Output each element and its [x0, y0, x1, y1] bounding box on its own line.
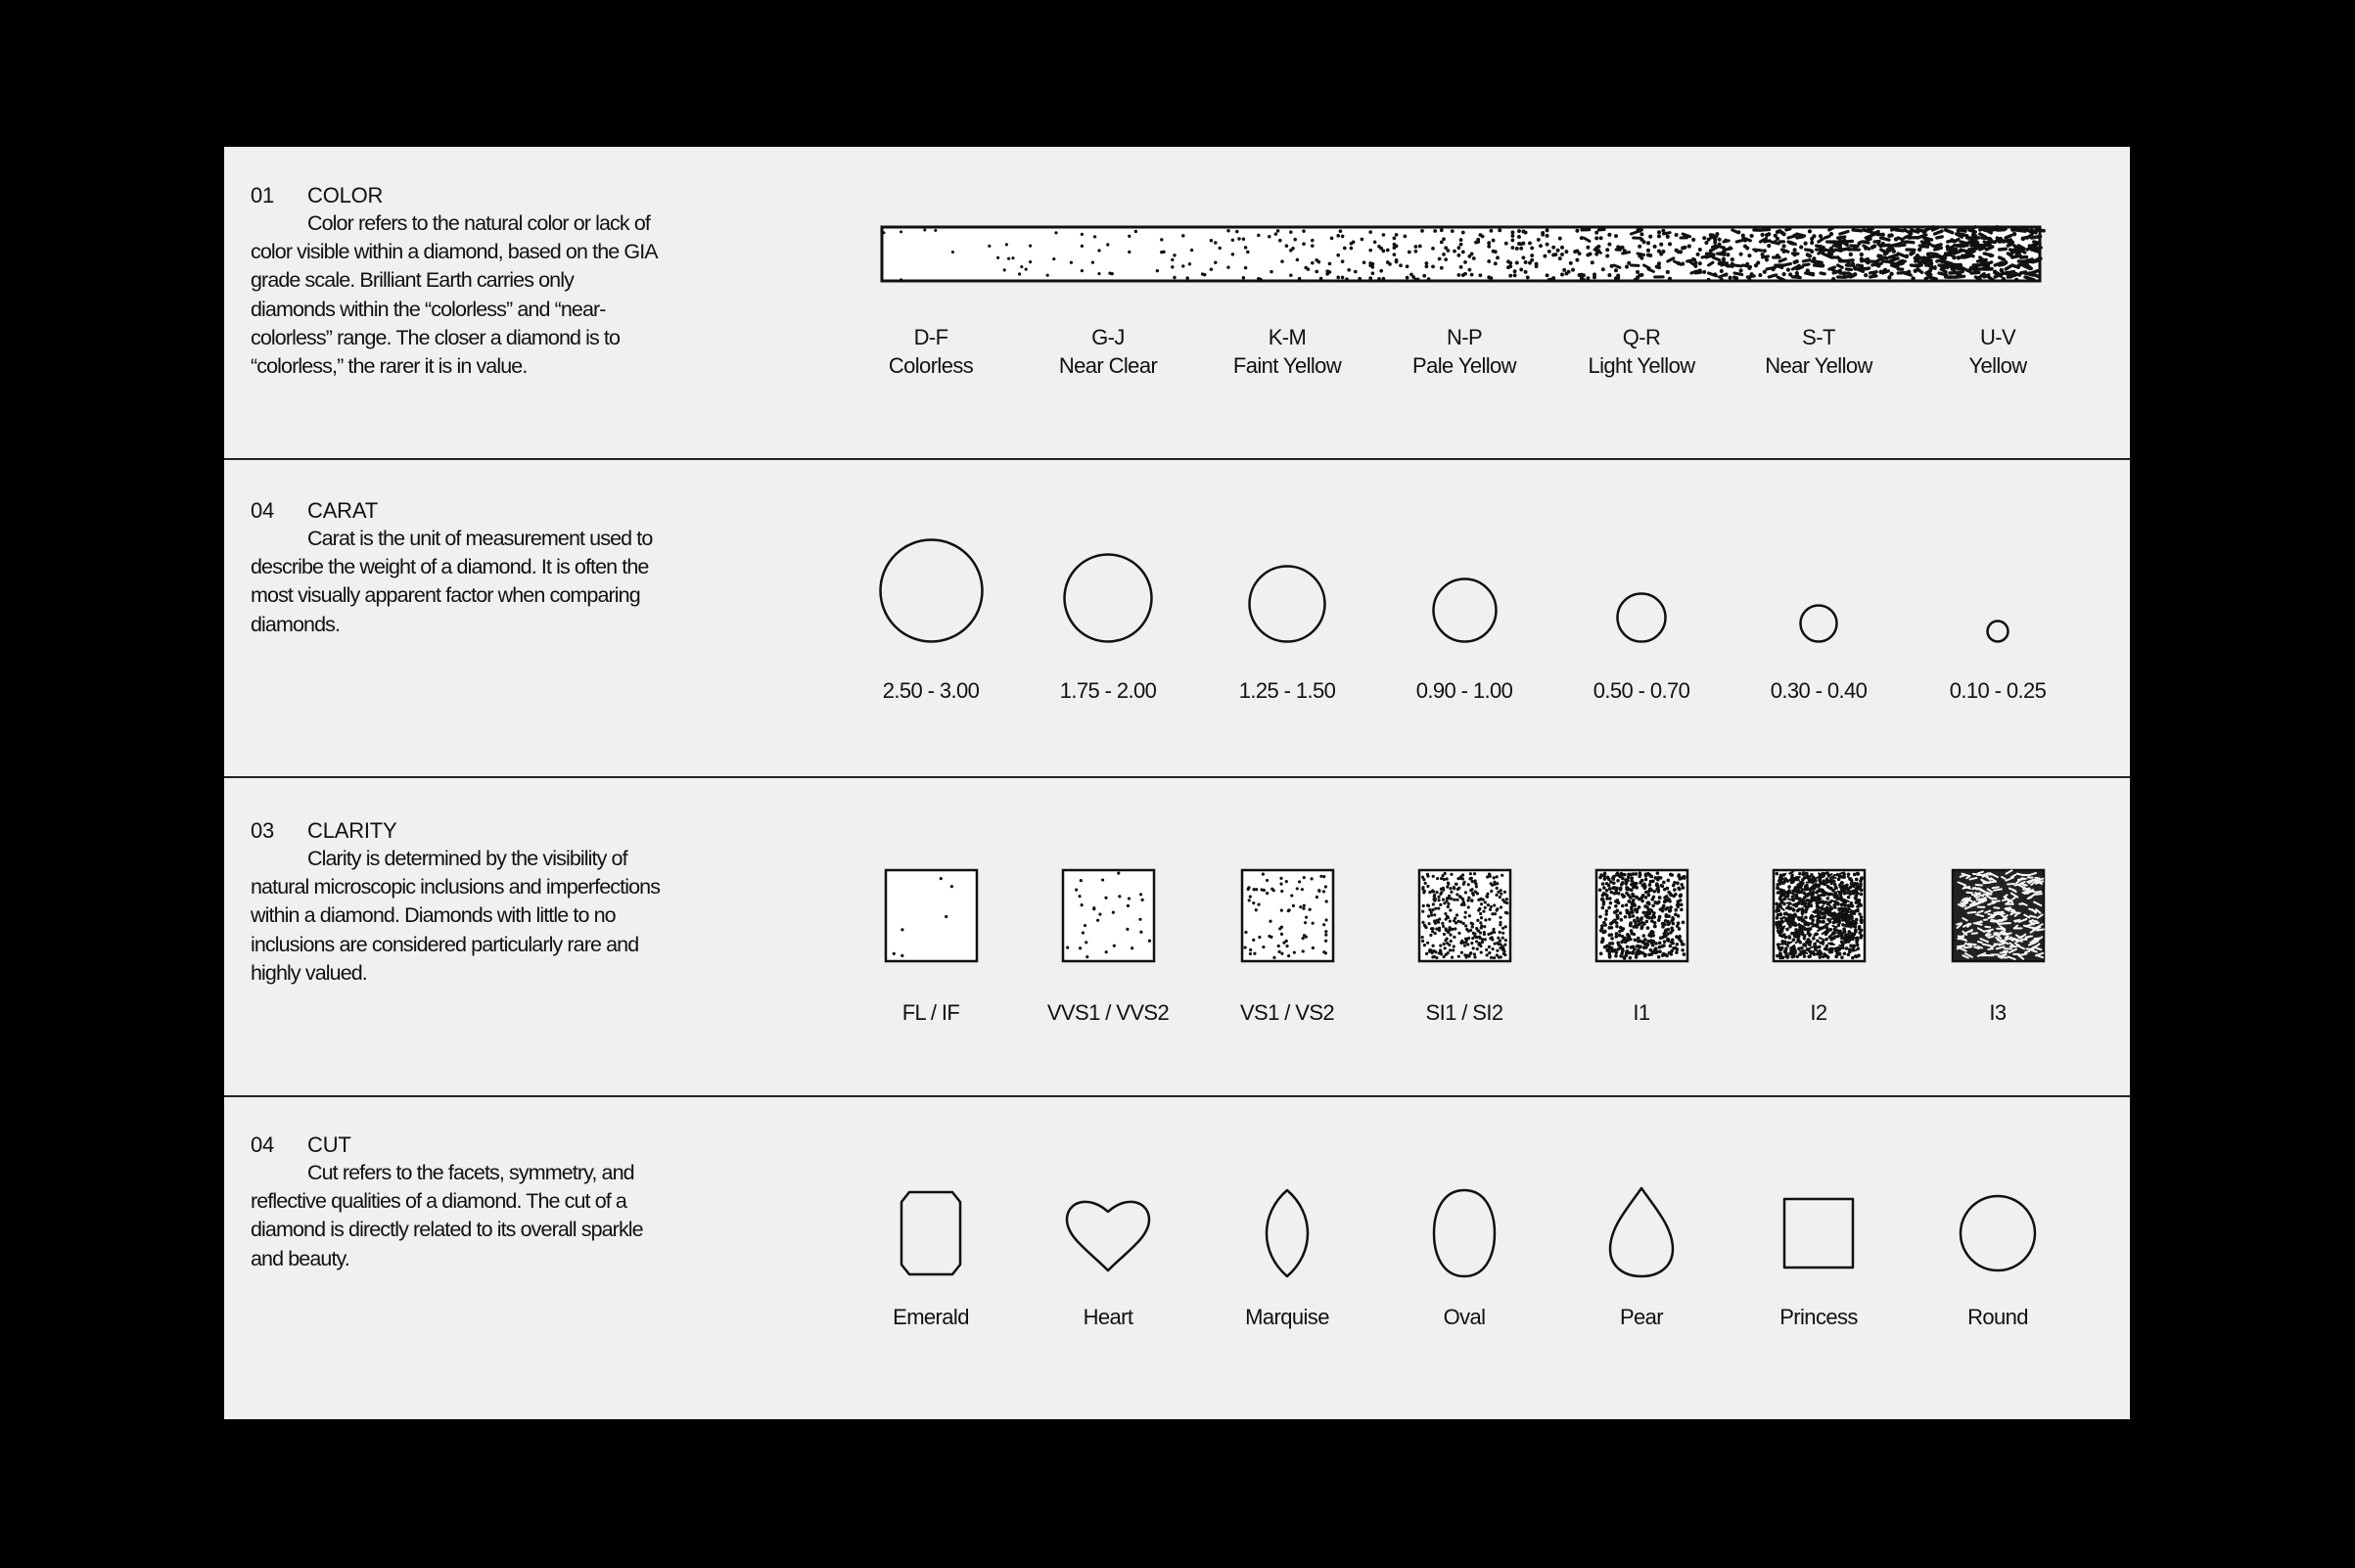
cut-shape-label: Oval	[1443, 1305, 1486, 1329]
carat-circle-icon	[1986, 620, 2009, 643]
princess-cut-icon	[1770, 1184, 1868, 1282]
clarity-inclusion-swatch	[885, 869, 978, 962]
color-grade-name: Pale Yellow	[1412, 353, 1516, 378]
color-grade-label: N-P	[1446, 325, 1483, 349]
clarity-description: Clarity is determined by the visibility of natural microscopic inclusions and imperfections within a diamond. Diamonds with little to no inclusions are considered particularly rare and highly valued.	[251, 847, 661, 985]
heart-cut-icon	[1059, 1184, 1157, 1282]
pear-cut-icon	[1593, 1184, 1690, 1282]
clarity-inclusion-swatch	[1773, 869, 1866, 962]
divider	[224, 458, 2130, 460]
carat-circle-icon	[1063, 553, 1153, 643]
clarity-grade-label: SI1 / SI2	[1425, 1000, 1503, 1025]
section-title: CARAT	[307, 498, 378, 523]
section-number: 01	[251, 183, 275, 208]
carat-circle-icon	[879, 538, 984, 643]
clarity-inclusion-swatch	[1595, 869, 1688, 962]
color-grade-name: Faint Yellow	[1232, 353, 1342, 378]
clarity-grade-label: VVS1 / VVS2	[1046, 1000, 1170, 1025]
cut-shape-label: Marquise	[1245, 1305, 1329, 1329]
clarity-inclusion-swatch	[1241, 869, 1334, 962]
color-grade-name: Yellow	[1968, 353, 2027, 378]
cut-shape-label: Princess	[1779, 1305, 1858, 1329]
clarity-grade-label: I1	[1633, 1000, 1650, 1025]
clarity-grade-label: VS1 / VS2	[1239, 1000, 1335, 1025]
color-grade-name: Light Yellow	[1588, 353, 1695, 378]
section-title: CLARITY	[307, 818, 397, 843]
clarity-inclusion-swatch	[1418, 869, 1511, 962]
cut-shape-label: Emerald	[893, 1305, 969, 1329]
carat-range-label: 0.30 - 0.40	[1770, 678, 1868, 703]
section-title: CUT	[307, 1132, 351, 1157]
color-grade-name: Near Yellow	[1765, 353, 1872, 378]
clarity-grade-label: I2	[1810, 1000, 1827, 1025]
color-grade-label: K-M	[1268, 325, 1307, 349]
marquise-cut-icon	[1238, 1184, 1336, 1282]
color-grade-label: G-J	[1091, 325, 1125, 349]
cut-shape-label: Round	[1967, 1305, 2028, 1329]
carat-range-label: 0.90 - 1.00	[1415, 678, 1513, 703]
section-number: 03	[251, 818, 275, 843]
color-grade-label: U-V	[1979, 325, 2016, 349]
divider	[224, 1095, 2130, 1097]
carat-range-label: 2.50 - 3.00	[882, 678, 980, 703]
cut-shape-label: Heart	[1083, 1305, 1133, 1329]
carat-range-label: 0.50 - 0.70	[1593, 678, 1690, 703]
color-grade-label: Q-R	[1622, 325, 1661, 349]
color-grade-name: Colorless	[888, 353, 974, 378]
carat-range-label: 1.75 - 2.00	[1059, 678, 1157, 703]
section-title: COLOR	[307, 183, 384, 208]
color-description: Color refers to the natural color or lack of color visible within a diamond, based on the GIA grade scale. Brilliant Earth carries only diamonds within the “colorless” and “near-colorless” range. The closer a diamond is to “colorless,” the rarer it is in value.	[251, 211, 657, 379]
clarity-inclusion-swatch	[1062, 869, 1155, 962]
carat-circle-icon	[1616, 592, 1667, 643]
clarity-grade-label: I3	[1989, 1000, 2007, 1025]
diamond-4cs-chart	[224, 147, 2130, 1419]
round-cut-icon	[1949, 1184, 2047, 1282]
color-grade-name: Near Clear	[1058, 353, 1158, 378]
color-grade-label: S-T	[1802, 325, 1835, 349]
clarity-inclusion-swatch	[1952, 869, 2045, 962]
carat-description: Carat is the unit of measurement used to describe the weight of a diamond. It is often the most visually apparent factor when comparing diamonds.	[251, 527, 653, 636]
carat-circle-icon	[1432, 577, 1498, 643]
carat-range-label: 0.10 - 0.25	[1949, 678, 2047, 703]
section-number: 04	[251, 1132, 275, 1157]
carat-range-label: 1.25 - 1.50	[1238, 678, 1336, 703]
color-gradient-bar	[882, 227, 2040, 281]
color-grade-label: D-F	[913, 325, 948, 349]
divider	[224, 776, 2130, 778]
section-number: 04	[251, 498, 275, 523]
carat-circle-icon	[1799, 604, 1838, 643]
cut-shape-label: Pear	[1619, 1305, 1664, 1329]
cut-description: Cut refers to the facets, symmetry, and reflective qualities of a diamond. The cut of a diamond is directly related to its overall sparkle and beauty.	[251, 1161, 643, 1270]
oval-cut-icon	[1415, 1184, 1513, 1282]
carat-circle-icon	[1248, 565, 1326, 643]
emerald-cut-icon	[882, 1184, 980, 1282]
clarity-grade-label: FL / IF	[901, 1000, 960, 1025]
